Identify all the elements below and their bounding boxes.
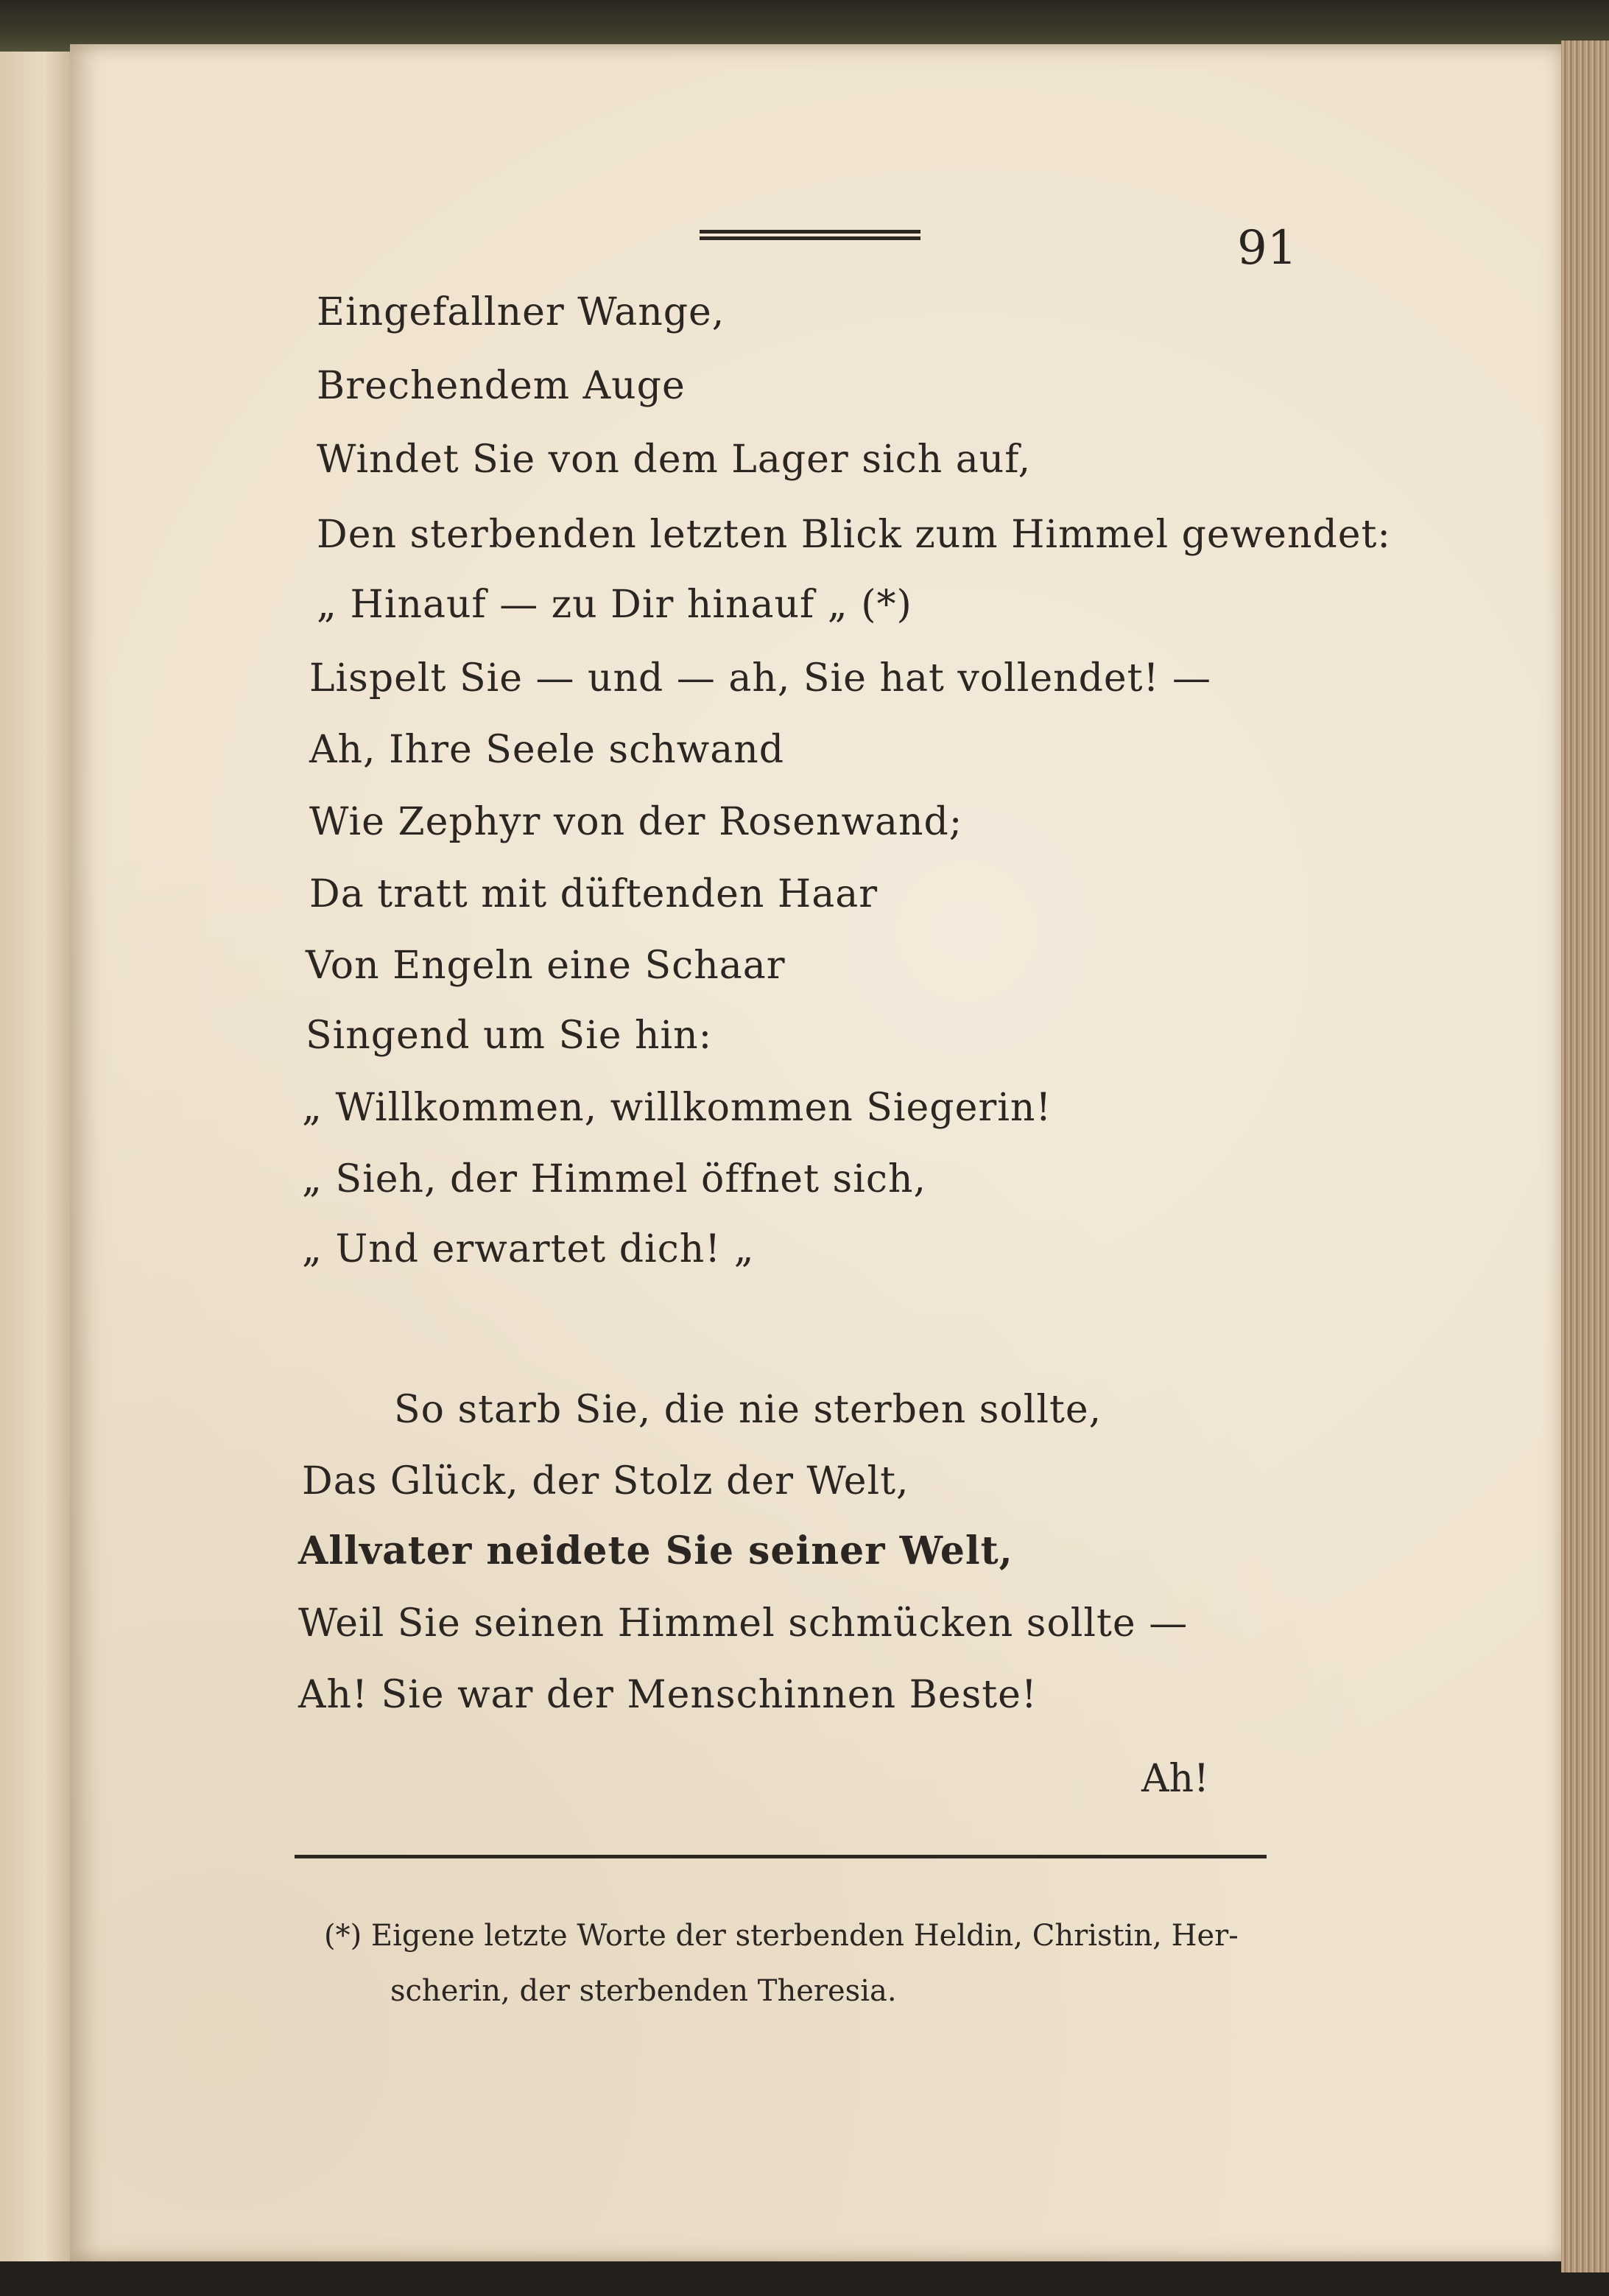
poem-line: Eingefallner Wange, [317, 290, 725, 334]
footnote-rule [295, 1855, 1267, 1858]
poem-line: „ Willkommen, willkommen Siegerin! [302, 1086, 1052, 1130]
poem-line: Wie Zephyr von der Rosenwand; [309, 800, 963, 844]
closing-exclamation: Ah! [1141, 1757, 1209, 1801]
poem-line: Windet Sie von dem Lager sich auf, [317, 438, 1032, 482]
poem-line: So starb Sie, die nie sterben sollte, [394, 1388, 1102, 1432]
page-number: 91 [1237, 221, 1298, 275]
poem-line: Allvater neidete Sie seiner Welt, [298, 1528, 1013, 1573]
poem-line: Da tratt mit düftenden Haar [309, 872, 879, 916]
poem-line: Lispelt Sie — und — ah, Sie hat vollendet! — [309, 656, 1211, 701]
poem-line: „ Hinauf — zu Dir hinauf „ (*) [317, 583, 912, 627]
poem-line: Brechendem Auge [317, 364, 686, 408]
poem-line: Singend um Sie hin: [306, 1014, 713, 1058]
poem-line: „ Sieh, der Himmel öffnet sich, [302, 1157, 926, 1201]
poem-line: Weil Sie seinen Himmel schmücken sollte — [298, 1601, 1189, 1646]
poem-line: Von Engeln eine Schaar [306, 944, 786, 988]
footnote-line: scherin, der sterbenden Theresia. [390, 1974, 897, 2008]
poem-line: Das Glück, der Stolz der Welt, [302, 1459, 909, 1503]
poem-line: Den sterbenden letzten Blick zum Himmel gewendet: [317, 513, 1391, 557]
poem-line: Ah, Ihre Seele schwand [309, 728, 784, 772]
poem-line: „ Und erwartet dich! „ [302, 1227, 755, 1271]
footnote-line: (*) Eigene letzte Worte der sterbenden Heldin, Christin, Her- [324, 1919, 1239, 1953]
poem-line: Ah! Sie war der Menschinnen Beste! [298, 1673, 1038, 1717]
